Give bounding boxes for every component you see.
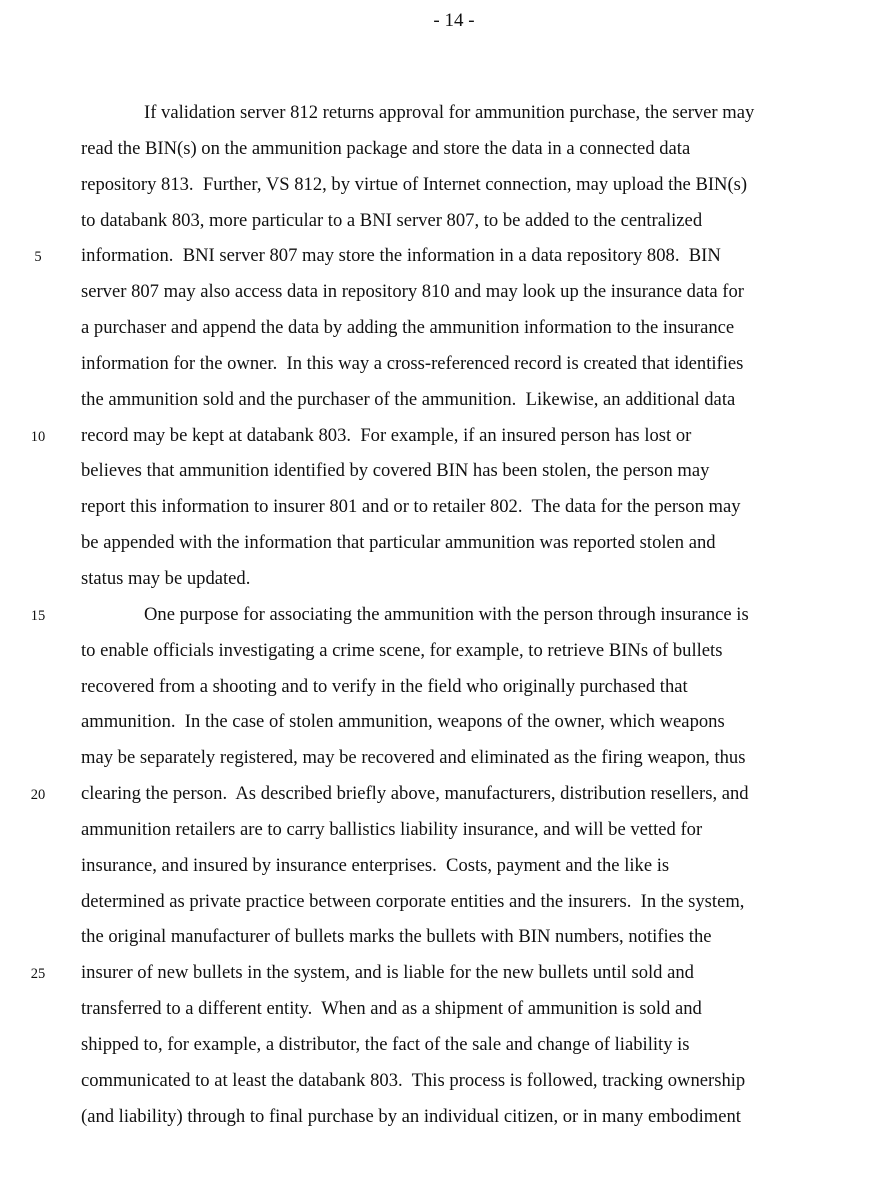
text-line-5-content: information. BNI server 807 may store the information in a data repository 808. BIN bbox=[81, 245, 721, 267]
text-line-15-content: One purpose for associating the ammunition with the person through insurance is bbox=[144, 603, 749, 625]
text-line-3: repository 813. Further, VS 812, by virtue of Internet connection, may upload the BIN(s) bbox=[81, 173, 748, 195]
line-number-5: 5 bbox=[34, 249, 42, 266]
text-line-1: If validation server 812 returns approval for ammunition purchase, the server may bbox=[144, 102, 755, 123]
text-line-16: to enable officials investigating a crime scene, for example, to retrieve BINs of bullets bbox=[81, 639, 723, 661]
text-line-17: recovered from a shooting and to verify in the field who originally purchased that bbox=[81, 675, 688, 697]
text-line-20-content: clearing the person. As described briefly above, manufacturers, distribution resellers, and bbox=[81, 783, 749, 805]
text-line-29: (and liability) through to final purchase by an individual citizen, or in many embodiment bbox=[81, 1105, 741, 1127]
line-number-25: 25 bbox=[30, 966, 46, 983]
text-line-19: may be separately registered, may be recovered and eliminated as the firing weapon, thus bbox=[81, 747, 746, 769]
page-number: - 14 - bbox=[433, 10, 475, 31]
text-line-28: communicated to at least the databank 803. This process is followed, tracking ownership bbox=[81, 1069, 746, 1091]
text-line-5 bbox=[34, 241, 851, 277]
text-line-22: insurance, and insured by insurance enterprises. Costs, payment and the like is bbox=[81, 854, 670, 876]
text-line-6: server 807 may also access data in repository 810 and may look up the insurance data for bbox=[81, 281, 744, 303]
text-line-8: information for the owner. In this way a cross-referenced record is created that identifies bbox=[81, 352, 744, 374]
text-line-24: the original manufacturer of bullets marks the bullets with BIN numbers, notifies the bbox=[81, 926, 712, 948]
text-line-25 bbox=[30, 958, 851, 994]
text-line-4: to databank 803, more particular to a BNI server 807, to be added to the centralized bbox=[81, 209, 703, 231]
text-line-7: a purchaser and append the data by adding the ammunition information to the insurance bbox=[81, 317, 735, 339]
text-line-26: transferred to a different entity. When and as a shipment of ammunition is sold and bbox=[81, 998, 702, 1020]
line-number-10: 10 bbox=[30, 428, 46, 445]
text-line-18: ammunition. In the case of stolen ammunition, weapons of the owner, which weapons bbox=[81, 711, 725, 733]
document-body bbox=[30, 98, 851, 1137]
line-number-20: 20 bbox=[30, 787, 46, 804]
text-line-20 bbox=[30, 779, 851, 815]
text-line-10 bbox=[30, 421, 851, 457]
text-line-10-content: record may be kept at databank 803. For example, if an insured person has lost or bbox=[81, 424, 692, 446]
text-line-14: status may be updated. bbox=[81, 567, 251, 589]
text-line-2: read the BIN(s) on the ammunition package and store the data in a connected data bbox=[81, 137, 691, 159]
text-line-12: report this information to insurer 801 and or to retailer 802. The data for the person may bbox=[81, 496, 741, 518]
text-line-25-content: insurer of new bullets in the system, and is liable for the new bullets until sold and bbox=[81, 962, 694, 984]
text-line-15 bbox=[30, 600, 851, 636]
text-line-11: believes that ammunition identified by covered BIN has been stolen, the person may bbox=[81, 460, 710, 482]
text-line-23: determined as private practice between corporate entities and the insurers. In the system, bbox=[81, 890, 745, 912]
line-number-15: 15 bbox=[30, 607, 46, 624]
text-line-27: shipped to, for example, a distributor, the fact of the sale and change of liability is bbox=[81, 1033, 690, 1055]
text-line-21: ammunition retailers are to carry ballistics liability insurance, and will be vetted for bbox=[81, 818, 703, 840]
text-line-9: the ammunition sold and the purchaser of the ammunition. Likewise, an additional data bbox=[81, 388, 736, 410]
text-line-13: be appended with the information that particular ammunition was reported stolen and bbox=[81, 532, 716, 554]
